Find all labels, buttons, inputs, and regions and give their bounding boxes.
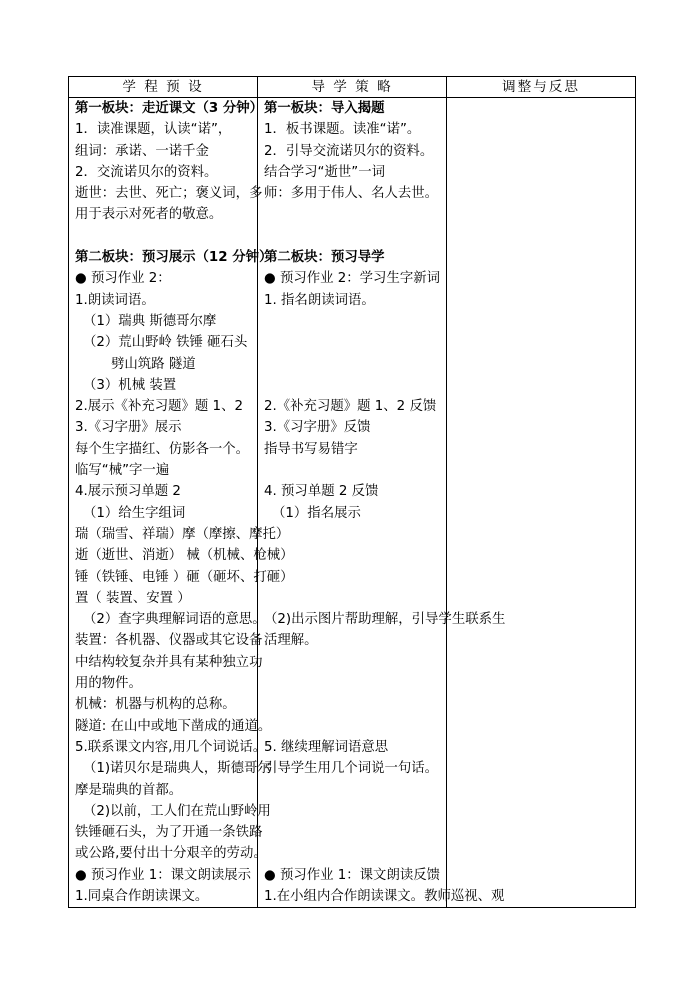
- section-heading: 第一板块：导入揭题: [264, 101, 385, 116]
- table-body-row: [69, 98, 636, 908]
- text-line: 锤（铁锤、电锤 ）砸（砸坏、打砸）: [75, 569, 294, 585]
- text-line: [75, 226, 257, 247]
- text-line: 装置：各机器、仪器或其它设备: [75, 633, 263, 649]
- table-header-row: [69, 77, 636, 98]
- text-line: 1．读准课题，认读“诺”，: [75, 122, 232, 138]
- text-line: [264, 716, 446, 737]
- section-heading: 第二板块：预习展示（12 分钟）: [75, 250, 273, 266]
- text-line: ● 预习作业 2：学习生字新词: [264, 271, 441, 287]
- text-line: 引导学生用几个词说一句话。: [264, 761, 439, 777]
- text-line: ● 预习作业 2：: [75, 271, 171, 287]
- text-line: 劈山筑路 隧道: [111, 356, 196, 372]
- text-line: 1．板书课题。读准“诺”。: [264, 122, 421, 138]
- text-line: [264, 588, 446, 609]
- text-line: 或公路,要付出十分艰辛的劳动。: [75, 846, 267, 862]
- header-guiding-strategy: 导 学 策 略: [258, 77, 447, 98]
- text-line: 2．交流诺贝尔的资料。: [75, 164, 218, 180]
- text-line: 活理解。: [264, 633, 318, 649]
- text-line: 用的物件。: [75, 676, 142, 692]
- text-line: 用于表示对死者的敬意。: [75, 207, 223, 223]
- text-line: 逝（逝世、消逝） 械（机械、枪械）: [75, 548, 294, 564]
- adjust-reflect-cell: [447, 98, 636, 908]
- text-line: 1. 指名朗读词语。: [264, 292, 375, 308]
- text-line: ● 预习作业 1：课文朗读反馈: [264, 867, 441, 883]
- lesson-plan-table: [68, 76, 636, 908]
- text-line: 中结构较复杂并具有某种独立功: [75, 654, 263, 670]
- text-line: [264, 524, 446, 545]
- section-heading: 第二板块：预习导学: [264, 250, 385, 266]
- text-line: （1）指名展示: [272, 505, 361, 521]
- text-line: 5.联系课文内容,用几个词说话。: [75, 739, 267, 755]
- text-line: [264, 652, 446, 673]
- text-line: 临写“械”字一遍: [75, 463, 170, 479]
- text-line: 3.《习字册》展示: [75, 420, 182, 436]
- header-learning-preset: 学 程 预 设: [69, 77, 258, 98]
- text-line: [264, 460, 446, 481]
- text-line: [264, 354, 446, 375]
- header-adjust-reflect: 调整与反思: [447, 77, 636, 98]
- text-line: 摩是瑞典的首都。: [75, 782, 183, 798]
- section-heading: 第一板块：走近课文（3 分钟）: [75, 101, 264, 116]
- guiding-strategy-cell: [258, 98, 506, 908]
- text-line: 3.《习字册》反馈: [264, 420, 371, 436]
- text-line: 置（ 装置、安置 ）: [75, 590, 191, 606]
- text-line: （1)诺贝尔是瑞典人，斯德哥尔: [83, 761, 271, 777]
- text-line: 结合学习“逝世”一词: [264, 164, 385, 180]
- text-line: [264, 226, 446, 247]
- text-line: 1.朗读词语。: [75, 292, 155, 308]
- text-line: （2)出示图片帮助理解，引导学生联系生: [264, 612, 506, 628]
- text-line: 5. 继续理解词语意思: [264, 739, 389, 755]
- text-line: （1）给生字组词: [83, 505, 186, 521]
- text-line: [264, 375, 446, 396]
- text-line: [264, 780, 446, 801]
- text-line: ● 预习作业 1：课文朗读展示: [75, 867, 252, 883]
- text-line: （2）查字典理解词语的意思。: [83, 612, 266, 628]
- text-line: （1）瑞典 斯德哥尔摩: [83, 313, 217, 329]
- text-line: （2）荒山野岭 铁锤 砸石头: [83, 335, 248, 351]
- text-line: 指导书写易错字: [264, 441, 358, 457]
- text-line: 4. 预习单题 2 反馈: [264, 484, 379, 500]
- text-line: 2．引导交流诺贝尔的资料。: [264, 143, 434, 159]
- text-line: [264, 822, 446, 843]
- text-line: 1.在小组内合作朗读课文。教师巡视、观: [264, 888, 505, 904]
- text-line: 组词：承诺、一诺千金: [75, 143, 209, 159]
- text-line: （2)以前，工人们在荒山野岭用: [83, 803, 271, 819]
- text-line: 铁锤砸石头，为了开通一条铁路: [75, 825, 263, 841]
- text-line: [264, 332, 446, 353]
- text-line: 隧道: 在山中或地下凿成的通道。: [75, 718, 272, 734]
- text-line: 瑞（瑞雪、祥瑞）摩（摩擦、摩托）: [75, 526, 290, 542]
- text-line: 机械：机器与机构的总称。: [75, 697, 236, 713]
- text-line: 1.同桌合作朗读课文。: [75, 888, 209, 904]
- text-line: 逝世：去世、死亡；褒义词，多: [75, 186, 263, 202]
- text-line: 师：多用于伟人、名人去世。: [264, 186, 439, 202]
- text-line: （3）机械 装置: [83, 377, 177, 393]
- text-line: [264, 801, 446, 822]
- text-line: [264, 204, 446, 225]
- text-line: [264, 843, 446, 864]
- text-line: [264, 694, 446, 715]
- text-line: [264, 311, 446, 332]
- text-line: 2.展示《补充习题》题 1、2: [75, 399, 243, 415]
- text-line: 每个生字描红、仿影各一个。: [75, 441, 250, 457]
- text-line: 2.《补充习题》题 1、2 反馈: [264, 399, 437, 415]
- text-line: 4.展示预习单题 2: [75, 484, 181, 500]
- text-line: [264, 673, 446, 694]
